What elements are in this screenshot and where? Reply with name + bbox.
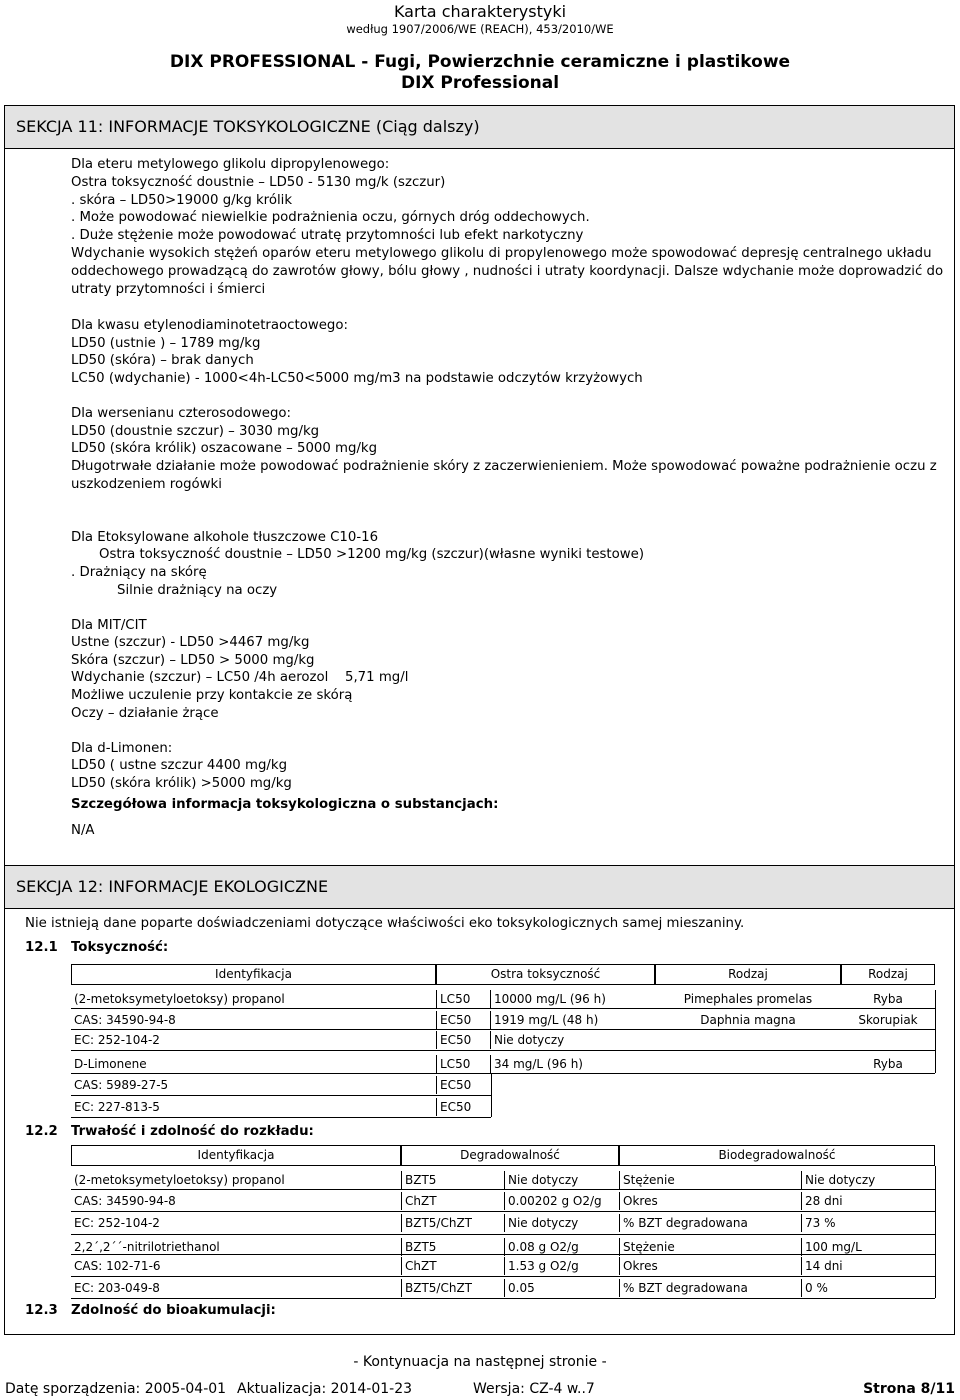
table-cell: BZT5/ChZT <box>401 1279 505 1297</box>
text-line: Dla wersenianu czterosodowego: <box>71 406 292 421</box>
table-cell: Skorupiak <box>858 1013 918 1027</box>
table-cell: EC: 203-049-8 <box>74 1281 160 1295</box>
table-cell: Ryba <box>873 992 903 1006</box>
regulation-reference: według 1907/2006/WE (REACH), 453/2010/WE <box>346 22 614 36</box>
text-line: Dla kwasu etylenodiaminotetraoctowego: <box>71 318 348 333</box>
table-cell: Nie dotyczy <box>504 1171 620 1189</box>
row-divider <box>71 1298 935 1299</box>
row-divider <box>71 1276 935 1277</box>
text-line: LD50 (ustnie ) – 1789 mg/kg <box>71 336 261 351</box>
subsection-title: Trwałość i zdolność do rozkładu: <box>71 1124 314 1139</box>
section-12-header <box>4 865 955 909</box>
text-line: Ustne (szczur) - LD50 >4467 mg/kg <box>71 635 310 650</box>
text-line: LD50 (skóra królik) >5000 mg/kg <box>71 776 292 791</box>
table-cell: (2-metoksymetyloetoksy) propanol <box>74 1173 285 1187</box>
detail-value: N/A <box>71 823 95 838</box>
table-cell: 0.08 g O2/g <box>504 1238 620 1256</box>
table-cell: Stężenie <box>619 1171 802 1189</box>
text-line: LD50 (skóra) – brak danych <box>71 353 254 368</box>
table-cell: EC: 252-104-2 <box>74 1216 160 1230</box>
table-cell: Stężenie <box>619 1238 802 1256</box>
table-cell: EC50 <box>436 1031 491 1049</box>
table-cell: 1.53 g O2/g <box>504 1257 620 1275</box>
row-divider <box>71 1073 935 1074</box>
section-11-title: SEKCJA 11: INFORMACJE TOKSYKOLOGICZNE (Ciąg dalszy) <box>16 117 480 136</box>
table-cell: Pimephales promelas <box>683 992 813 1006</box>
table-border <box>935 990 936 1073</box>
updated-date: Aktualizacja: 2014-01-23 <box>237 1381 413 1397</box>
version: Wersja: CZ-4 w..7 <box>473 1381 595 1397</box>
table-cell: Nie dotyczy <box>504 1214 620 1232</box>
text-line: Długotrwałe działanie może powodować podrażnienie skóry z zaczerwienieniem. Może spowodować poważne podrażnienie oczu z <box>71 459 937 474</box>
table-border <box>491 1073 492 1117</box>
table-cell: Daphnia magna <box>700 1013 796 1027</box>
table-cell: CAS: 34590-94-8 <box>74 1194 176 1208</box>
table-cell: Nie dotyczy <box>490 1031 655 1049</box>
table-cell: 28 dni <box>801 1192 935 1210</box>
text-line: Silnie drażniący na oczy <box>117 583 278 598</box>
table-cell: LC50 <box>436 990 491 1008</box>
text-line: . Drażniący na skórę <box>71 565 207 580</box>
table-cell: 34 mg/L (96 h) <box>490 1055 655 1073</box>
table-cell: Nie dotyczy <box>801 1171 935 1189</box>
table-cell: EC: 252-104-2 <box>74 1033 160 1047</box>
subsection-number: 12.3 <box>25 1303 58 1318</box>
text-line: Wdychanie (szczur) – LC50 /4h aerozol <box>71 670 329 685</box>
text-line: Dla d-Limonen: <box>71 741 173 756</box>
document-type: Karta charakterystyki <box>393 2 567 21</box>
table-cell: CAS: 5989-27-5 <box>74 1078 169 1092</box>
table-cell: 1919 mg/L (48 h) <box>490 1011 655 1029</box>
table-cell: 0 % <box>801 1279 935 1297</box>
table-header: Ostra toksyczność <box>436 964 655 985</box>
text-line: LD50 (doustnie szczur) – 3030 mg/kg <box>71 424 320 439</box>
text-line: oddechowego prowadzącą do zawrotów głowy, bólu głowy , nudności i utraty koordynacji. Dalsze wdychanie może doprowadzić do <box>71 264 944 279</box>
table-cell: Okres <box>619 1257 802 1275</box>
detail-heading: Szczegółowa informacja toksykologiczna o substancjach: <box>71 797 499 812</box>
text-line: Ostra toksyczność doustnie – LD50 >1200 mg/kg (szczur)(własne wyniki testowe) <box>99 547 645 562</box>
subsection-title: Toksyczność: <box>71 940 169 955</box>
text-line: utraty przytomności i śmierci <box>71 282 266 297</box>
table-header: Biodegradowalność <box>619 1145 935 1166</box>
table-cell: 100 mg/L <box>801 1238 935 1256</box>
table-border <box>935 1166 936 1298</box>
company-name: DIX Professional <box>400 73 560 93</box>
table-cell: 0.00202 g O2/g <box>504 1192 620 1210</box>
table-cell: D-Limonene <box>74 1057 147 1071</box>
text-line: 5,71 mg/l <box>345 670 409 685</box>
row-divider <box>71 1095 491 1096</box>
table-cell: CAS: 102-71-6 <box>74 1259 161 1273</box>
table-cell: % BZT degradowana <box>619 1279 802 1297</box>
prepared-date: Datę sporządzenia: 2005-04-01 <box>5 1381 227 1397</box>
row-divider <box>71 1211 935 1212</box>
table-header: Degradowalność <box>401 1145 619 1166</box>
table-cell: ChZT <box>401 1257 505 1275</box>
subsection-title: Zdolność do bioakumulacji: <box>71 1303 276 1318</box>
page-number: Strona 8/11 <box>863 1381 955 1397</box>
table-header: Rodzaj <box>655 964 841 985</box>
table-cell: ChZT <box>401 1192 505 1210</box>
text-line: . skóra – LD50>19000 g/kg królik <box>71 193 293 208</box>
row-divider <box>71 1117 491 1118</box>
section-11-header <box>4 105 955 149</box>
product-name: DIX PROFESSIONAL - Fugi, Powierzchnie ceramiczne i plastikowe <box>169 52 791 72</box>
text-line: Dla eteru metylowego glikolu dipropylenowego: <box>71 157 390 172</box>
table-cell: BZT5/ChZT <box>401 1214 505 1232</box>
row-divider <box>71 1050 935 1051</box>
text-line: Dla Etoksylowane alkohole tłuszczowe C10-16 <box>71 530 379 545</box>
text-line: LC50 (wdychanie) - 1000<4h-LC50<5000 mg/m3 na podstawie odczytów krzyżowych <box>71 371 643 386</box>
text-line: Dla MIT/CIT <box>71 618 147 633</box>
row-divider <box>71 1254 935 1255</box>
table-header: Rodzaj <box>841 964 935 985</box>
table-cell: BZT5 <box>401 1171 505 1189</box>
text-line: Wdychanie wysokich stężeń oparów eteru metylowego glikolu di propylenowego może spowodować depresję centralnego układu <box>71 246 932 261</box>
table-cell: EC50 <box>436 1098 491 1116</box>
table-header: Identyfikacja <box>71 964 436 985</box>
table-cell: % BZT degradowana <box>619 1214 802 1232</box>
subsection-number: 12.2 <box>25 1124 58 1139</box>
row-divider <box>71 1234 935 1235</box>
table-cell: 14 dni <box>801 1257 935 1275</box>
table-cell: (2-metoksymetyloetoksy) propanol <box>74 992 285 1006</box>
text-line: . Może powodować niewielkie podrażnienia oczu, górnych dróg oddechowych. <box>71 210 590 225</box>
text-line: . Duże stężenie może powodować utratę przytomności lub efekt narkotyczny <box>71 228 584 243</box>
text-line: uszkodzeniem rogówki <box>71 477 222 492</box>
text-line: LD50 ( ustne szczur 4400 mg/kg <box>71 758 288 773</box>
row-divider <box>71 1008 935 1009</box>
table-cell: Ryba <box>873 1057 903 1071</box>
table-cell: 10000 mg/L (96 h) <box>490 990 655 1008</box>
table-cell: 2,2´,2´´-nitrilotriethanol <box>74 1240 220 1254</box>
table-cell: CAS: 34590-94-8 <box>74 1013 176 1027</box>
table-cell: LC50 <box>436 1055 491 1073</box>
text-line: LD50 (skóra królik) oszacowane – 5000 mg/kg <box>71 441 378 456</box>
table-cell: 0.05 <box>504 1279 620 1297</box>
table-cell: 73 % <box>801 1214 935 1232</box>
text-line: Ostra toksyczność doustnie – LD50 - 5130 mg/k (szczur) <box>71 175 446 190</box>
section-12-intro: Nie istnieją dane poparte doświadczeniami dotyczące właściwości eko toksykologicznych samej mieszaniny. <box>25 916 745 931</box>
table-cell: EC: 227-813-5 <box>74 1100 160 1114</box>
text-line: Oczy – działanie żrące <box>71 706 219 721</box>
table-cell: BZT5 <box>401 1238 505 1256</box>
text-line: Możliwe uczulenie przy kontakcie ze skórą <box>71 688 353 703</box>
table-cell: EC50 <box>436 1076 491 1094</box>
row-divider <box>71 1189 935 1190</box>
table-header: Identyfikacja <box>71 1145 401 1166</box>
section-12-title: SEKCJA 12: INFORMACJE EKOLOGICZNE <box>16 877 329 896</box>
text-line: Skóra (szczur) – LD50 > 5000 mg/kg <box>71 653 315 668</box>
table-cell: Okres <box>619 1192 802 1210</box>
table-cell: EC50 <box>436 1011 491 1029</box>
row-divider <box>71 1029 935 1030</box>
continuation-note: - Kontynuacja na następnej stronie - <box>353 1354 607 1370</box>
subsection-number: 12.1 <box>25 940 58 955</box>
